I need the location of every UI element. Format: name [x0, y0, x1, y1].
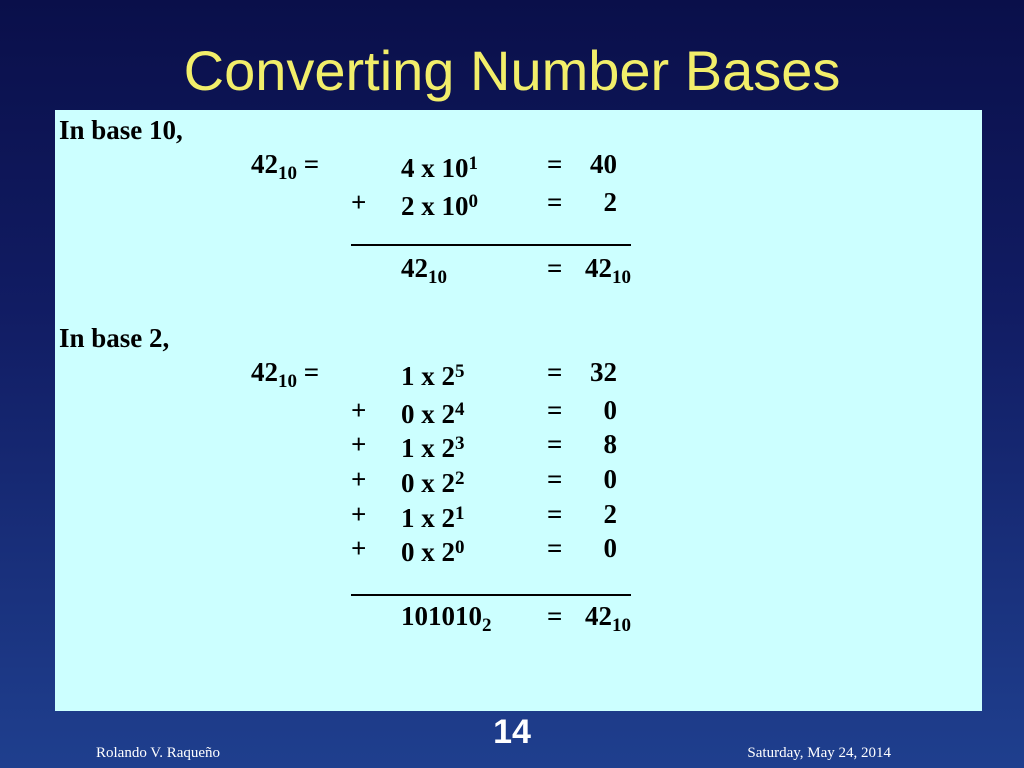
slide-number: 14	[493, 713, 531, 751]
base10-lhs-base: 10	[278, 163, 297, 184]
base2-row-expr	[401, 394, 465, 430]
base2-total-left	[401, 600, 492, 642]
base2-row-expr	[401, 463, 465, 499]
base2-row-exp: 0	[455, 537, 465, 558]
base2-total-right-value: 42	[585, 601, 612, 631]
base2-row-op: +	[351, 533, 367, 563]
base2-heading: In base 2,	[59, 323, 170, 353]
base10-total-left-base: 10	[428, 267, 447, 288]
base10-total-equals: =	[547, 253, 563, 283]
base10-row-coef: 2 x 10	[401, 191, 469, 221]
base10-total-right	[585, 252, 631, 294]
base2-row-value: 32	[590, 357, 617, 387]
base2-row-expr	[401, 498, 465, 534]
base2-row-equals: =	[547, 533, 563, 563]
base10-total-right-value: 42	[585, 253, 612, 283]
base10-lhs-value: 42	[251, 149, 278, 179]
base10-total-left	[401, 252, 447, 294]
base2-row-coef: 1 x 2	[401, 433, 455, 463]
base10-total-left-value: 42	[401, 253, 428, 283]
base2-total-left-value: 101010	[401, 601, 482, 631]
base2-row-equals: =	[547, 357, 563, 387]
base10-heading: In base 10,	[59, 115, 183, 145]
base10-row-expr	[401, 148, 478, 184]
base2-row-op: +	[351, 429, 367, 459]
base2-total-left-base: 2	[482, 615, 492, 636]
base2-row-op: +	[351, 464, 367, 494]
base10-row-op: +	[351, 187, 367, 217]
base10-row-exp: 0	[468, 191, 478, 212]
base2-lhs-equals: =	[303, 357, 320, 387]
base2-lhs-value: 42	[251, 357, 278, 387]
base2-total-equals: =	[547, 601, 563, 631]
base2-row-equals: =	[547, 395, 563, 425]
base2-row-equals: =	[547, 499, 563, 529]
base2-lhs-base: 10	[278, 371, 297, 392]
base10-row-value: 40	[590, 149, 617, 179]
content-panel	[55, 110, 982, 711]
base2-row-coef: 0 x 2	[401, 399, 455, 429]
base2-row-op: +	[351, 499, 367, 529]
base2-row-exp: 3	[455, 433, 465, 454]
base2-row-exp: 5	[455, 361, 465, 382]
base10-lhs	[251, 148, 319, 190]
slide-title: Converting Number Bases	[183, 39, 841, 102]
base2-row-exp: 4	[455, 399, 465, 420]
base2-row-coef: 0 x 2	[401, 537, 455, 567]
footer-author: Rolando V. Raqueño	[96, 745, 221, 761]
base2-lhs	[251, 356, 319, 398]
base2-total-right-base: 10	[612, 615, 631, 636]
base2-row-value: 2	[603, 499, 617, 529]
base10-row-exp: 1	[468, 153, 478, 174]
base2-row-expr	[401, 428, 465, 464]
base10-row-coef: 4 x 10	[401, 153, 469, 183]
base2-row-coef: 0 x 2	[401, 468, 455, 498]
base2-row-exp: 2	[455, 468, 465, 489]
base10-row-equals: =	[547, 187, 563, 217]
base2-row-value: 0	[603, 464, 617, 494]
base2-row-exp: 1	[455, 503, 465, 524]
base2-row-value: 8	[603, 429, 617, 459]
base10-row-expr	[401, 186, 478, 222]
base2-row-value: 0	[603, 533, 617, 563]
base10-row-equals: =	[547, 149, 563, 179]
base2-row-coef: 1 x 2	[401, 361, 455, 391]
base10-total-right-base: 10	[612, 267, 631, 288]
base2-row-equals: =	[547, 464, 563, 494]
base2-row-value: 0	[603, 395, 617, 425]
base10-row-value: 2	[603, 187, 617, 217]
base2-row-coef: 1 x 2	[401, 503, 455, 533]
base2-row-equals: =	[547, 429, 563, 459]
base2-sum-rule	[351, 594, 631, 596]
base10-sum-rule	[351, 244, 631, 246]
base2-row-expr	[401, 532, 465, 568]
base2-row-op: +	[351, 395, 367, 425]
base10-lhs-equals: =	[303, 149, 320, 179]
footer-date: Saturday, May 24, 2014	[747, 745, 891, 761]
base2-total-right	[585, 600, 631, 642]
base2-row-expr	[401, 356, 465, 392]
